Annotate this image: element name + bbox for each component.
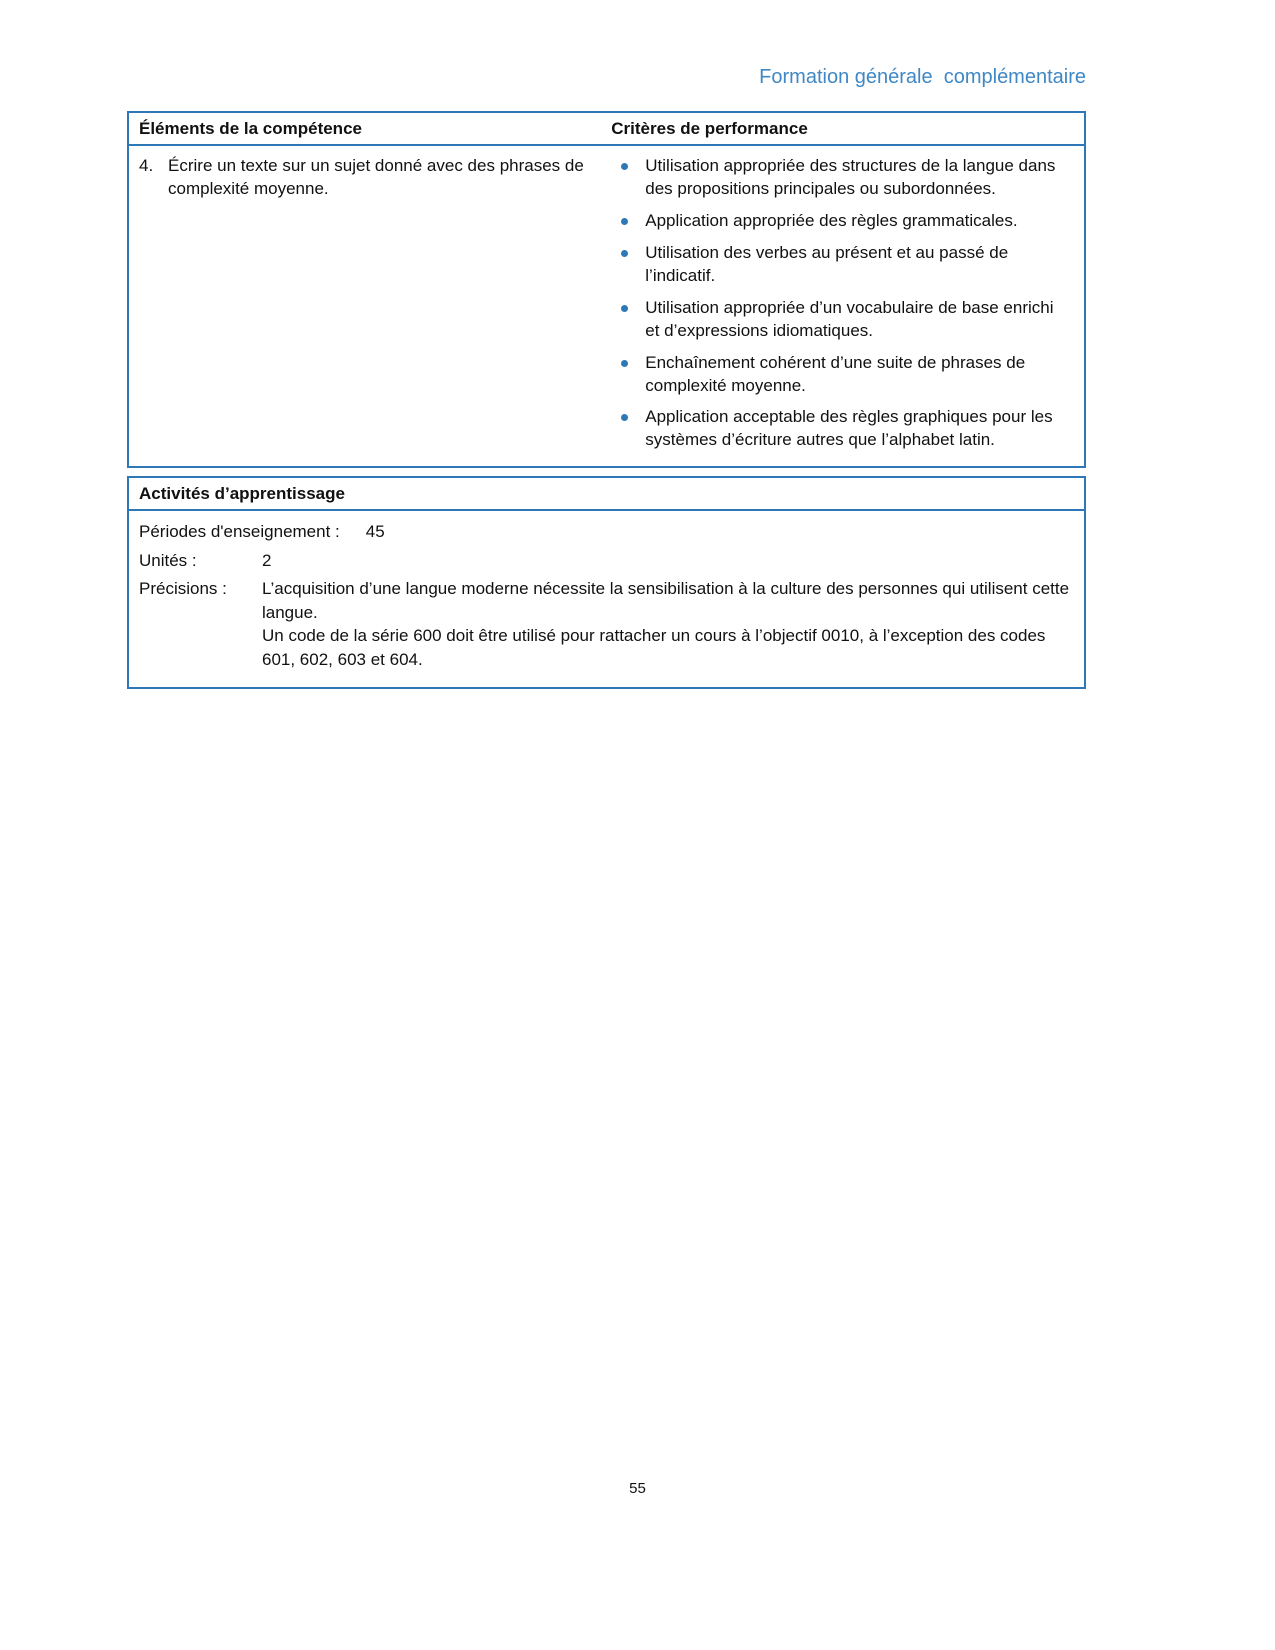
periodes-label: Périodes d'enseignement : [139,522,340,542]
precisions-line: Un code de la série 600 doit être utilisé pour rattacher un cours à l’objectif 0010, à l’exception des codes 601, 602, 603 et 604. [262,626,1046,669]
unites-value: 2 [262,550,272,570]
criteria-item: Utilisation appropriée des structures de la langue dans des propositions principales ou subordonnées. [611,155,1070,201]
precisions-line: L’acquisition d’une langue moderne nécessite la sensibilisation à la culture des personnes qui utilisent cette langue. [262,579,1070,622]
criteria-list [611,155,1070,452]
competence-table-body-row [129,146,1084,466]
column-header-elements: Éléments de la compétence [139,119,362,138]
page-content [127,0,1086,689]
criteria-item: Utilisation appropriée d’un vocabulaire de base enrichi et d’expressions idiomatiques. [611,297,1070,343]
periodes-value: 45 [365,522,385,542]
elements-column [129,155,611,452]
competence-element [139,155,587,201]
element-number: 4. [139,156,154,175]
column-header-criteres: Critères de performance [611,119,808,138]
competence-table [127,111,1086,468]
unites-row [139,549,1070,572]
activities-section [127,476,1086,689]
criteria-item: Application acceptable des règles graphiques pour les systèmes d’écriture autres que l’alphabet latin. [611,406,1070,452]
criteria-item: Application appropriée des règles grammaticales. [611,210,1070,233]
unites-label: Unités : [139,550,197,570]
periodes-row [139,520,1070,543]
precisions-label: Précisions : [139,579,227,599]
precisions-row [139,577,1070,671]
element-text: Écrire un texte sur un sujet donné avec des phrases de complexité moyenne. [168,156,584,198]
precisions-value [262,577,1070,671]
competence-table-header-row [129,113,1084,146]
criteria-item: Utilisation des verbes au présent et au passé de l’indicatif. [611,242,1070,288]
activities-section-title: Activités d’apprentissage [129,478,1084,511]
criteria-item: Enchaînement cohérent d’une suite de phrases de complexité moyenne. [611,352,1070,398]
page-header-title: Formation générale complémentaire [759,66,1086,88]
page-number: 55 [629,1480,646,1497]
activities-body [129,511,1084,687]
criteria-column [611,155,1084,452]
